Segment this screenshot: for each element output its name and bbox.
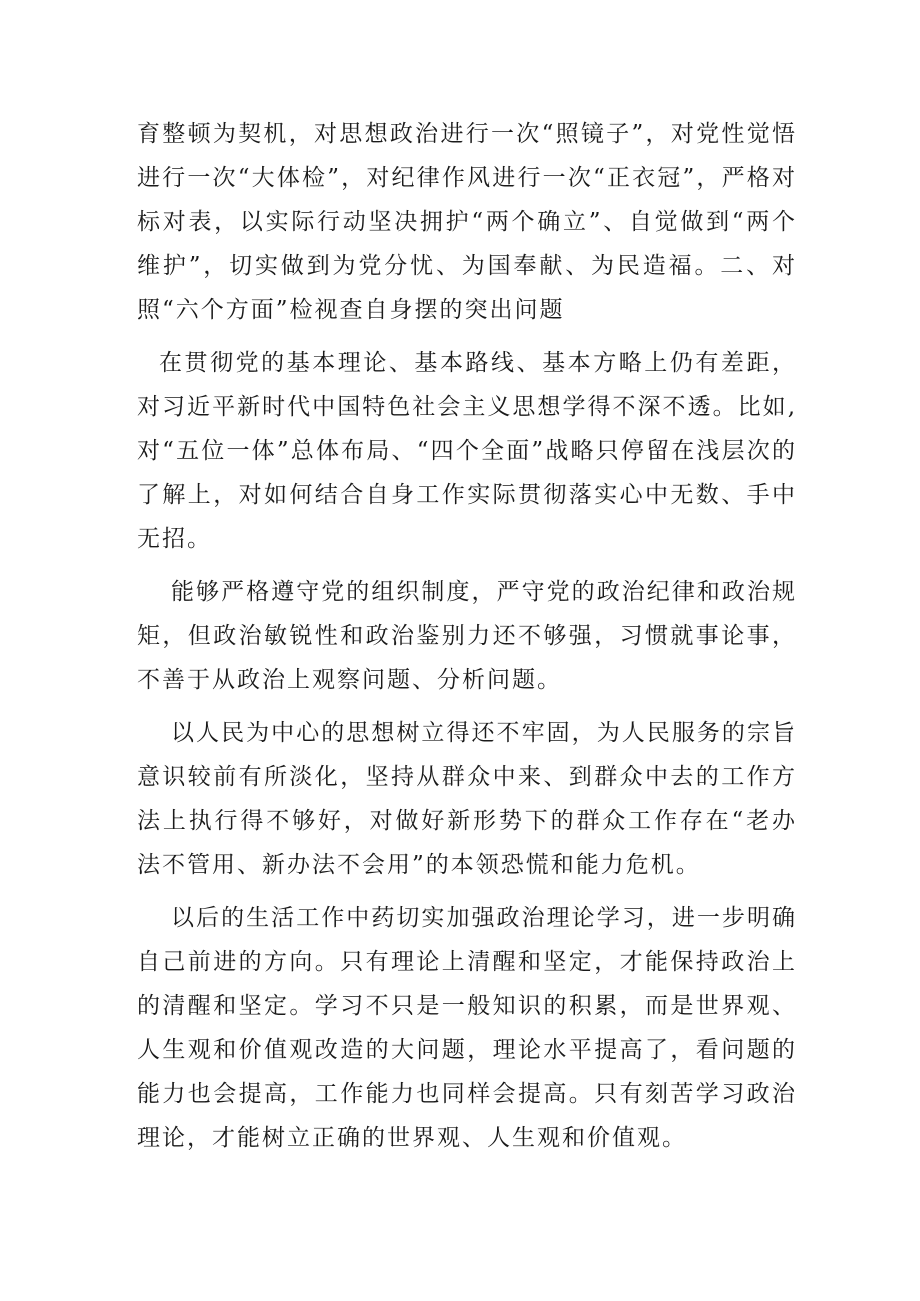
paragraph-4: 以人民为中心的思想树立得还不牢固，为人民服务的宗旨意识较前有所淡化，坚持从群众中来、到群众中去的工作方法上执行得不够好，对做好新形势下的群众工作存在“老办法不管用、新办法不会用”的本领恐慌和能力危机。 <box>137 720 797 878</box>
paragraph-3: 能够严格遵守党的组织制度，严守党的政治纪律和政治规矩，但政治敏锐性和政治鉴别力还不够强，习惯就事论事，不善于从政治上观察问题、分析问题。 <box>137 579 797 693</box>
document-body <box>137 112 797 1160</box>
paragraph-5: 以后的生活工作中药切实加强政治理论学习，进一步明确自己前进的方向。只有理论上清醒和坚定，才能保持政治上的清醒和坚定。学习不只是一般知识的积累，而是世界观、人生观和价值观改造的大问题，理论水平提高了，看问题的能力也会提高，工作能力也同样会提高。只有刻苦学习政治理论，才能树立正确的世界观、人生观和价值观。 <box>137 905 797 1151</box>
paragraph-2: 在贯彻党的基本理论、基本路线、基本方略上仍有差距，对习近平新时代中国特色社会主义思想学得不深不透。比如,对“五位一体”总体布局、“四个全面”战略只停留在浅层次的了解上，对如何结合自身工作实际贯彻落实心中无数、手中无招。 <box>137 350 797 552</box>
paragraph-1: 育整顿为契机，对思想政治进行一次“照镜子”，对党性觉悟进行一次“大体检”，对纪律作风进行一次“正衣冠”，严格对标对表，以实际行动坚决拥护“两个确立”、自觉做到“两个维护”，切实做到为党分忧、为国奉献、为民造福。二、对照“六个方面”检视查自身摆的突出问题 <box>137 121 797 323</box>
